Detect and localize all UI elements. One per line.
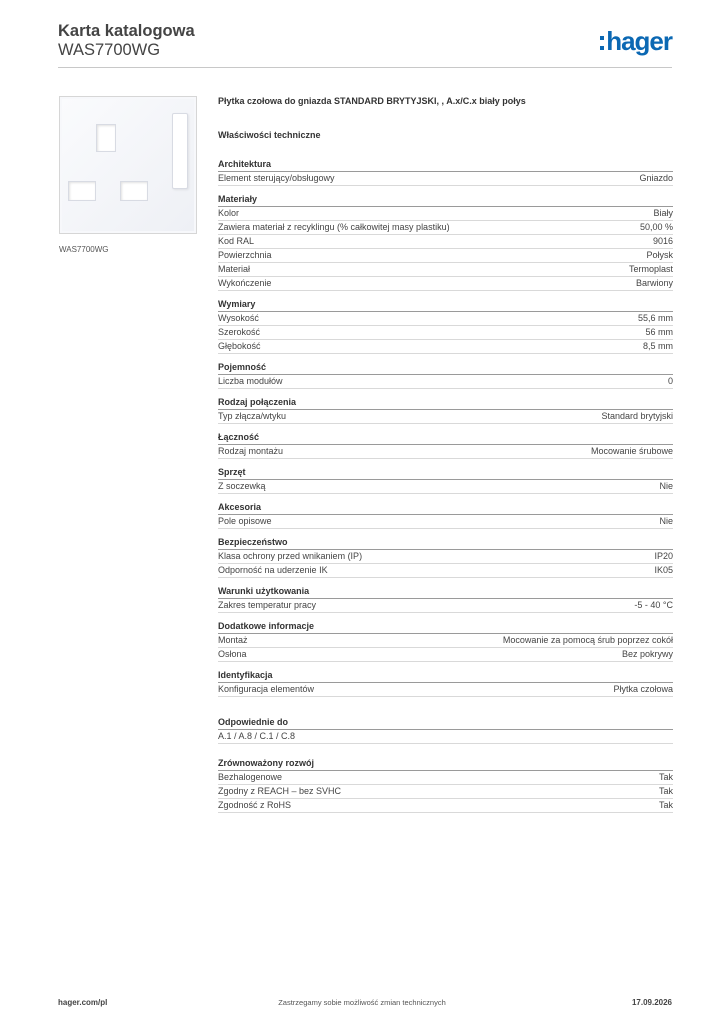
header-divider [58,67,672,68]
section-title: Architektura [218,151,673,172]
spec-row [218,249,673,263]
section-title: Bezpieczeństwo [218,529,673,550]
compat-row [218,730,673,744]
spec-key: Zgodność z RoHS [218,800,292,810]
spec-key: Montaż [218,635,248,645]
spec-key: Element sterujący/obsługowy [218,173,335,183]
footer-site-link[interactable]: hager.com/pl [58,998,108,1007]
image-caption: WAS7700WG [59,245,109,254]
spec-value: IK05 [654,565,673,575]
spec-row [218,207,673,221]
spec-key: Liczba modułów [218,376,283,386]
footer-note: Zastrzegamy sobie możliwość zmian technicznych [278,998,446,1007]
spec-row [218,515,673,529]
spec-key: Powierzchnia [218,250,272,260]
spec-row [218,799,673,813]
sustain-rows [218,771,673,813]
spec-key: Wysokość [218,313,259,323]
spec-row [218,445,673,459]
earth-pin-hole [96,124,116,152]
spec-key: Kolor [218,208,240,218]
section-title: Materiały [218,186,673,207]
spec-value: 50,00 % [639,222,673,232]
document-title: Karta katalogowa [58,22,195,40]
product-description: Płytka czołowa do gniazda STANDARD BRYTYJSKI, , A.x/C.x biały połys [218,96,526,106]
spec-key: Materiał [218,264,251,274]
spec-row [218,326,673,340]
spec-row [218,172,673,186]
spec-key: Konfiguracja elementów [218,684,315,694]
spec-row [218,785,673,799]
section-title: Dodatkowe informacje [218,613,673,634]
spec-sections [218,151,673,697]
spec-value: Tak [658,800,673,810]
hager-logo[interactable] [600,28,672,54]
spec-row [218,235,673,249]
spec-value: Tak [658,786,673,796]
spec-value: 9016 [652,236,673,246]
spec-value: Biały [653,208,673,218]
spec-row [218,410,673,424]
spec-row [218,599,673,613]
spec-value: Połysk [646,250,673,260]
spec-value: 55,6 mm [637,313,673,323]
product-code: WAS7700WG [58,41,161,59]
spec-value: Mocowanie za pomocą śrub poprzez cokół [502,635,673,645]
footer-date: 17.09.2026 [631,998,672,1007]
spec-value: 56 mm [645,327,673,337]
spec-row [218,683,673,697]
spec-row [218,312,673,326]
spec-key: Wykończenie [218,278,272,288]
spec-key: Zakres temperatur pracy [218,600,317,610]
spec-value: Mocowanie śrubowe [590,446,673,456]
spec-value: Nie [659,516,673,526]
spec-value: IP20 [654,551,673,561]
compat-value: A.1 / A.8 / C.1 / C.8 [218,731,296,741]
spec-key: Rodzaj montażu [218,446,284,456]
logo-text: hager [606,26,672,56]
spec-value: Płytka czołowa [613,684,673,694]
spec-row [218,340,673,354]
tech-properties-title: Właściwości techniczne [218,130,321,140]
spec-key: Pole opisowe [218,516,272,526]
spec-key: Z soczewką [218,481,266,491]
section-title: Identyfikacja [218,662,673,683]
spec-row [218,564,673,578]
spec-key: Bezhalogenowe [218,772,283,782]
spec-row [218,277,673,291]
spec-key: Zawiera materiał z recyklingu (% całkowitej masy plastiku) [218,222,450,232]
compat-title: Odpowiednie do [218,709,673,730]
spec-row [218,480,673,494]
section-title: Sprzęt [218,459,673,480]
spec-key: Klasa ochrony przed wnikaniem (IP) [218,551,363,561]
page-header [58,22,672,67]
spec-value: Tak [658,772,673,782]
spec-value: Standard brytyjski [601,411,673,421]
section-title: Akcesoria [218,494,673,515]
spec-content [218,95,673,813]
section-title: Łączność [218,424,673,445]
spec-value: Nie [659,481,673,491]
section-title: Warunki użytkowania [218,578,673,599]
spec-value: Bez pokrywy [621,649,673,659]
spec-value: Gniazdo [639,173,673,183]
section-title: Pojemność [218,354,673,375]
spec-key: Szerokość [218,327,261,337]
section-title: Wymiary [218,291,673,312]
spec-key: Odporność na uderzenie IK [218,565,328,575]
spec-row [218,375,673,389]
live-pin-hole [120,181,148,201]
socket-plate-icon [62,99,194,231]
spec-value: -5 - 40 °C [634,600,673,610]
spec-row [218,771,673,785]
logo-dots-icon [600,36,604,50]
spec-value: Barwiony [635,278,673,288]
sustain-title: Zrównoważony rozwój [218,750,673,771]
spec-row [218,648,673,662]
spec-row [218,221,673,235]
spec-value: 8,5 mm [642,341,673,351]
spec-key: Zgodny z REACH – bez SVHC [218,786,342,796]
spec-row [218,634,673,648]
product-image [59,96,197,234]
spec-key: Kod RAL [218,236,255,246]
rocker-switch-slot [172,113,188,189]
section-title: Rodzaj połączenia [218,389,673,410]
spec-row [218,550,673,564]
spec-row [218,263,673,277]
spec-value: Termoplast [628,264,673,274]
neutral-pin-hole [68,181,96,201]
spec-key: Typ złącza/wtyku [218,411,287,421]
spec-value: 0 [667,376,673,386]
spec-key: Osłona [218,649,247,659]
spec-key: Głębokość [218,341,261,351]
